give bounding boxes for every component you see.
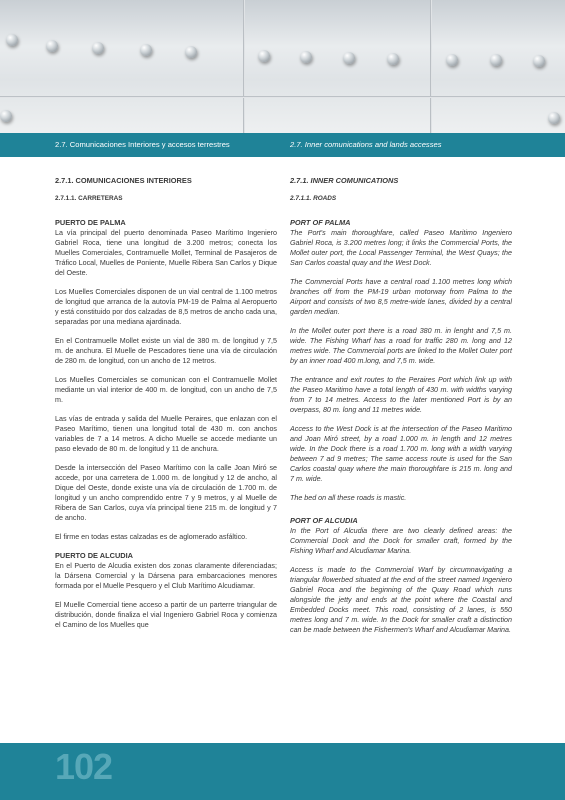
paragraph: Desde la intersección del Paseo Marítimo con la calle Joan Miró se accede, por una carretera de 1.000 m. de longitud y 12 de ancho, al Dique del Oeste, donde existe una vía de circulación de 1.700 m. de longitud y un ancho comprendido entre 7 y 9 metros, y al Muelle de Ribera de San Carlos, cuya vía principal tiene 215 m. de longitud y 7 de ancho. (55, 464, 277, 522)
section-title-es: 2.7. Comunicaciones Interiores y accesos terrestres (55, 140, 230, 149)
plate-seam (243, 0, 245, 133)
port-palma-title: PUERTO DE PALMA (55, 218, 126, 227)
paragraph: Las vías de entrada y salida del Muelle Peraires, que enlazan con el Paseo Marítimo, tienen una longitud total de 430 m. con anchos variables de 7 a 14 metros. A dicho Muelle se accede mediante un paso elevado de 80 m. de longitud y 11 de anchura. (55, 415, 277, 453)
paragraph: The bed on all these roads is mastic. (290, 494, 407, 502)
plate-seam (0, 96, 565, 98)
rivet (0, 110, 12, 122)
paragraph: The Commercial Ports have a central road 1.100 metres long which branches off from the PM-19 urban motorway from Palma to the Airport and consists of two 8,5 metre-wide lanes, divided by a central garden median. (290, 278, 512, 316)
paragraph: The entrance and exit routes to the Peraires Port which link up with the Paseo Maritimo have a total length of 430 m. with widths varying from 7 to 14 metres. Access to the later mentioned Port is by an overpass, 80 m. long and 11 metres wide. (290, 376, 512, 414)
rivet (343, 52, 355, 64)
paragraph: En el Puerto de Alcudia existen dos zonas claramente diferenciadas; la Dársena Comercial y la Dársena para embarcaciones menores formada por el Muelle Pesquero y el Club Marítimo Alcudiamar. (55, 562, 277, 590)
rivet (387, 53, 399, 65)
section-title-en: 2.7. Inner comunications and lands accesses (290, 140, 442, 149)
rivet (300, 51, 312, 63)
subheading-roads: 2.7.1.1. ROADS (290, 195, 337, 202)
subheading-roads: 2.7.1.1. CARRETERAS (55, 195, 123, 202)
rivet (92, 42, 104, 54)
paragraph: Los Muelles Comerciales se comunican con el Contramuelle Mollet mediante un vial interior de 400 m. de longitud, con un ancho de 7,5 m. (55, 376, 277, 404)
rivet (490, 54, 502, 66)
rivet (140, 44, 152, 56)
port-alcudia-title: PUERTO DE ALCUDIA (55, 551, 134, 560)
section-header-bar (0, 133, 565, 157)
port-palma-title: PORT OF PALMA (290, 218, 351, 227)
paragraph: La vía principal del puerto denominada Paseo Marítimo Ingeniero Gabriel Roca, tiene una longitud de 3.200 metros; conecta los Muelles Comerciales, Contramuelle Mollet, Terminal de Pasajeros de Tráfico Local, Muelles de Poniente, Muelle Ribera San Carlos y Dique del Oeste. (55, 229, 277, 277)
rivet (548, 112, 560, 124)
rivet (185, 46, 197, 58)
paragraph: In the Port of Alcudia there are two clearly defined areas: the Commercial Dock and the Dock for smaller craft, formed by the Fishing Wharf and Alcudiamar Marina. (290, 527, 512, 555)
paragraph: Los Muelles Comerciales disponen de un vial central de 1.100 metros de longitud que arranca de la autovía PM-19 de Palma al Aeropuerto y está constituido por dos calzadas de 8,5 metros de ancho cada una, separadas por una mediana ajardinada. (55, 288, 277, 326)
rivet (6, 34, 18, 46)
paragraph: Access to the West Dock is at the intersection of the Paseo Maritimo and Joan Miró street, by a road 1.000 m. in length and 12 metres wide. In the Dock there is a road 1.700 m. long with a width varying between 7 ad 9 metres; The same access route is used for the San Carlos coastal quay where the main thoroughfare is 215 m. long and 7 m. wide. (290, 425, 512, 483)
paragraph: In the Mollet outer port there is a road 380 m. in lenght and 7,5 m. wide. The Fishing Wharf has a road for traffic 280 m. long and 12 metres wide. The Commercial ports are linked to the Mollet Outer port by an inner road 400 m.long, and 7,5 m. wide. (290, 327, 512, 365)
paragraph: The Port's main thoroughfare, called Paseo Maritimo Ingeniero Gabriel Roca, is 3.200 metres long; it links the Commercial Ports, the Mollet outer port, the Local Passenger Terminal, the West Quays; the San Carlos coastal quay and the West Dock. (290, 229, 512, 267)
port-alcudia-title: PORT OF ALCUDIA (290, 516, 358, 525)
rivet (46, 40, 58, 52)
english-column (290, 176, 512, 644)
plate-seam (430, 0, 432, 133)
heading-inner-communications: 2.7.1. INNER COMUNICATIONS (290, 176, 399, 185)
rivet (533, 55, 545, 67)
paragraph: El Muelle Comercial tiene acceso a partir de un parterre triangular de distribución, donde finaliza el vial Ingeniero Gabriel Roca y comienza el Camino de los Muelles que (55, 601, 277, 629)
page-number: 102 (55, 746, 113, 787)
paragraph: El firme en todas estas calzadas es de aglomerado asfáltico. (55, 533, 248, 541)
paragraph: En el Contramuelle Mollet existe un vial de 380 m. de longitud y 7,5 m. de anchura. El Muelle de Pescadores tiene una vía de circulación de 280 m. de longitud, con un ancho de 12 metros. (55, 337, 277, 365)
paragraph: Access is made to the Commercial Warf by circumnavigating a triangular flowerbed situated at the end of the street named Ingeniero Gabriel Roca and the beginning of the Quay Road which runs alongside the jetty and ends at the point where the Coastal and Embedded Docks meet. This road, consisting of 2 lanes, is 550 metres long and 7 m. wide. In the Dock for smaller craft a distinction can be made between the Fishermen's Wharf and Alcudiamar Marina. (290, 566, 512, 634)
rivet (258, 50, 270, 62)
rivet (446, 54, 458, 66)
heading-inner-communications: 2.7.1. COMUNICACIONES INTERIORES (55, 176, 192, 185)
riveted-metal-banner (0, 0, 565, 133)
spanish-column (55, 176, 277, 639)
